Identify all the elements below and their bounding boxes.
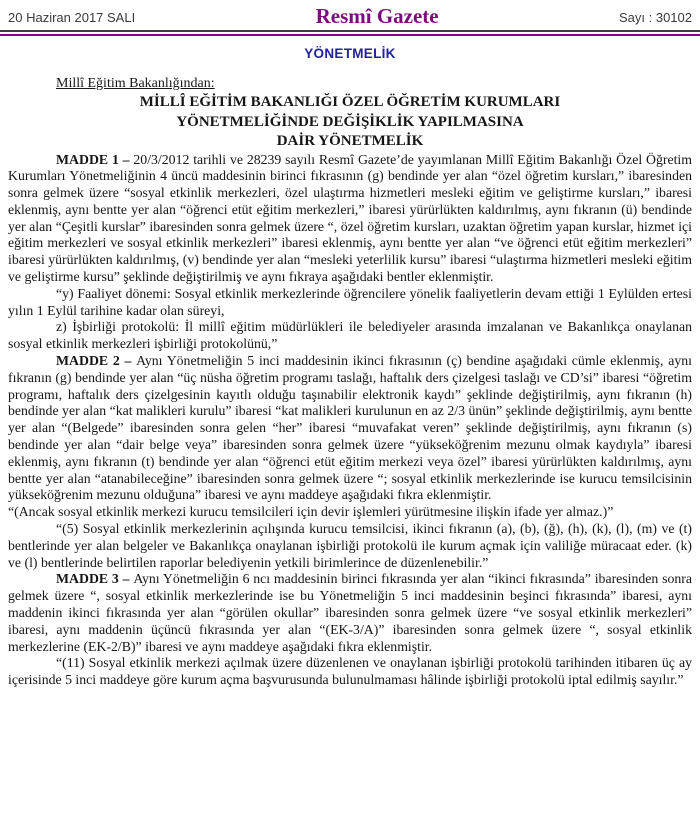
issuer-line: Millî Eğitim Bakanlığından: xyxy=(56,76,215,91)
gazette-issue-number: Sayı : 30102 xyxy=(618,10,692,25)
madde-2-label: MADDE 2 – xyxy=(56,353,137,369)
madde-3-label: MADDE 3 – xyxy=(56,571,134,587)
paragraph-bent-y xyxy=(8,286,692,320)
bent-z-text: z) İşbirliği protokolü: İl millî eğitim müdürlükleri ile belediyeler arasında imzalanan ve Bakanlıkça onaylanan sosyal etkinlik merkezleri işbirliği protokolünü,” xyxy=(8,319,692,352)
document-title-line-1: MİLLÎ EĞİTİM BAKANLIĞI ÖZEL ÖĞRETİM KURUMLARI xyxy=(139,94,561,110)
paragraph-madde-2 xyxy=(8,353,692,504)
document-title-line-3: DAİR YÖNETMELİK xyxy=(276,133,424,149)
madde-3-text: Aynı Yönetmeliğin 6 ncı maddesinin birinci fıkrasında yer alan “ikinci fıkrasında” ibaresinden sonra gelmek üzere “, sosyal etkinlik merkezlerinde ise bu Yönetmeliğin 5 inci maddesinin beşinci fıkrasında” ibaresi, aynı maddenin ikinci fıkrasında yer alan “görülen okullar” ibaresinden sonra gelmek üzere “ve sosyal etkinlik merkezleri” ibaresi, aynı maddenin üçüncü fıkrasında yer alan “(EK-3/A)” ibaresinden sonra gelmek üzere “, sosyal etkinlik merkezlerine (EK-2/B)” ibaresi ve aynı maddeye aşağıdaki fıkra eklenmiştir. xyxy=(8,571,693,654)
paragraph-madde-1 xyxy=(8,152,692,286)
header-rule-purple xyxy=(0,34,700,36)
paragraph-ancak-clause xyxy=(8,504,692,521)
madde-1-label: MADDE 1 – xyxy=(56,151,134,167)
paragraph-madde-3 xyxy=(8,571,692,655)
document-title xyxy=(8,93,692,152)
document-title-line-2: YÖNETMELİĞİNDE DEĞİŞİKLİK YAPILMASINA xyxy=(176,113,524,130)
section-kind-label: YÖNETMELİK xyxy=(304,46,396,61)
paragraph-bent-z xyxy=(8,319,692,353)
fikra-11-text: “(11) Sosyal etkinlik merkezi açılmak üzere düzenlenen ve onaylanan işbirliği protokolü tarihinden itibaren üç ay içerisinde 5 inci maddeye göre kurum açma başvurusunda bulunulmaması hâlinde işbirliği protokolü iptal edilmiş sayılır.” xyxy=(8,655,692,688)
bent-y-text: “y) Faaliyet dönemi: Sosyal etkinlik merkezlerinde öğrencilere yönelik faaliyetlerin devam ettiği 1 Eylülden ertesi yılın 1 Eylül tarihine kadar olan süreyi, xyxy=(8,285,692,318)
gazette-header xyxy=(0,0,700,30)
document-body xyxy=(0,74,700,689)
header-rule-dark xyxy=(0,30,700,32)
gazette-date: 20 Haziran 2017 SALI xyxy=(8,10,136,25)
gazette-title: Resmî Gazete xyxy=(315,4,439,28)
madde-2-text: Aynı Yönetmeliğin 5 inci maddesinin ikinci fıkrasının (ç) bendine aşağıdaki cümle eklenmiş, aynı fıkranın (g) bendinde yer alan “üç nüsha öğretim programı taslağı, haftalık ders çizelgesi taslağı ve CD’si” ibaresi “öğretim programı, haftalık ders çizelgesinin kayıtlı olduğu taşınabilir elektronik kaydı” şeklinde değiştirilmiş, aynı fıkranın (h) bendinde yer alan “kat malikleri kurulu” ibaresi “kat malikleri kurulunun en az 2/3 ünün” şeklinde değiştirilmiş, aynı bentte yer alan “(Belgede” ibaresinden sonra gelen “her” ibaresi “muvafakat veren” şeklinde değiştirilmiş, aynı fıkranın (s) bendinde yer alan “dair belge veya” ibaresinden sonra gelmek üzere “yükseköğrenim mezunu olmak kaydıyla” ibaresi eklenmiş, aynı fıkranın (t) bendinde yer alan “öğrenci etüt eğitim merkezi veya özel” ibaresi yürürlükten kaldırılmış, aynı bentte yer alan “atanabileceğine” ibaresinden sonra gelmek üzere “; sosyal etkinlik merkezlerinde ise kurucu temsilcisinin yükseköğrenim mezunu olduğuna” ibaresi ve aynı maddeye aşağıdaki fıkra eklenmiştir. xyxy=(8,353,692,503)
ancak-clause-text: “(Ancak sosyal etkinlik merkezi kurucu temsilcileri için devir işlemleri yürütmesine ilişkin ifade yer almaz.)” xyxy=(8,504,614,520)
fikra-5-text: “(5) Sosyal etkinlik merkezlerinin açılışında kurucu temsilcisi, ikinci fıkranın (a), (b), (ğ), (h), (k), (l), (m) ve (t) bentlerinde yer alan belgeler ve Bakanlıkça onaylanan işbirliği protokolü ile kurum açmak için valiliğe müracaat eder. (k) ve (l) bentlerinde belirtilen raporlar belediyenin yetkili birimlerince de düzenlenebilir.” xyxy=(8,521,692,570)
madde-1-text: 20/3/2012 tarihli ve 28239 sayılı Resmî Gazete’de yayımlanan Millî Eğitim Bakanlığı Özel Öğretim Kurumları Yönetmeliğinin 4 üncü maddesinin birinci fıkrasının (g) bendinde yer alan “özel öğretim kursları,” ibaresinden sonra gelmek üzere “sosyal etkinlik merkezleri, özel ulaştırma hizmetleri mesleki eğitim ve geliştirme kursları,” ibaresi eklenmiş, aynı bentte yer alan “öğrenci etüt eğitim merkezleri,” ibaresi yürürlükten kaldırılmış, aynı fıkranın (ü) bendinde yer alan “Çeşitli kurslar” ibaresinden sonra gelmek üzere “, özel öğretim kursları, uzaktan öğretim yapan kurslar, hizmet içi eğitim merkezleri ve sosyal etkinlik merkezleri” ibaresi eklenmiş, aynı bentte yer alan “ve öğrenci etüt eğitim merkezleri” ibaresi yürürlükten kaldırılmış, (v) bendinde yer alan “mesleki yeterlilik kursu” ibaresi “ulaştırma hizmetleri mesleki eğitim ve geliştirme kursu” şeklinde değiştirilmiş ve aynı fıkraya aşağıdaki bentler eklenmiştir. xyxy=(8,151,693,285)
paragraph-fikra-5 xyxy=(8,521,692,571)
paragraph-fikra-11 xyxy=(8,655,692,689)
